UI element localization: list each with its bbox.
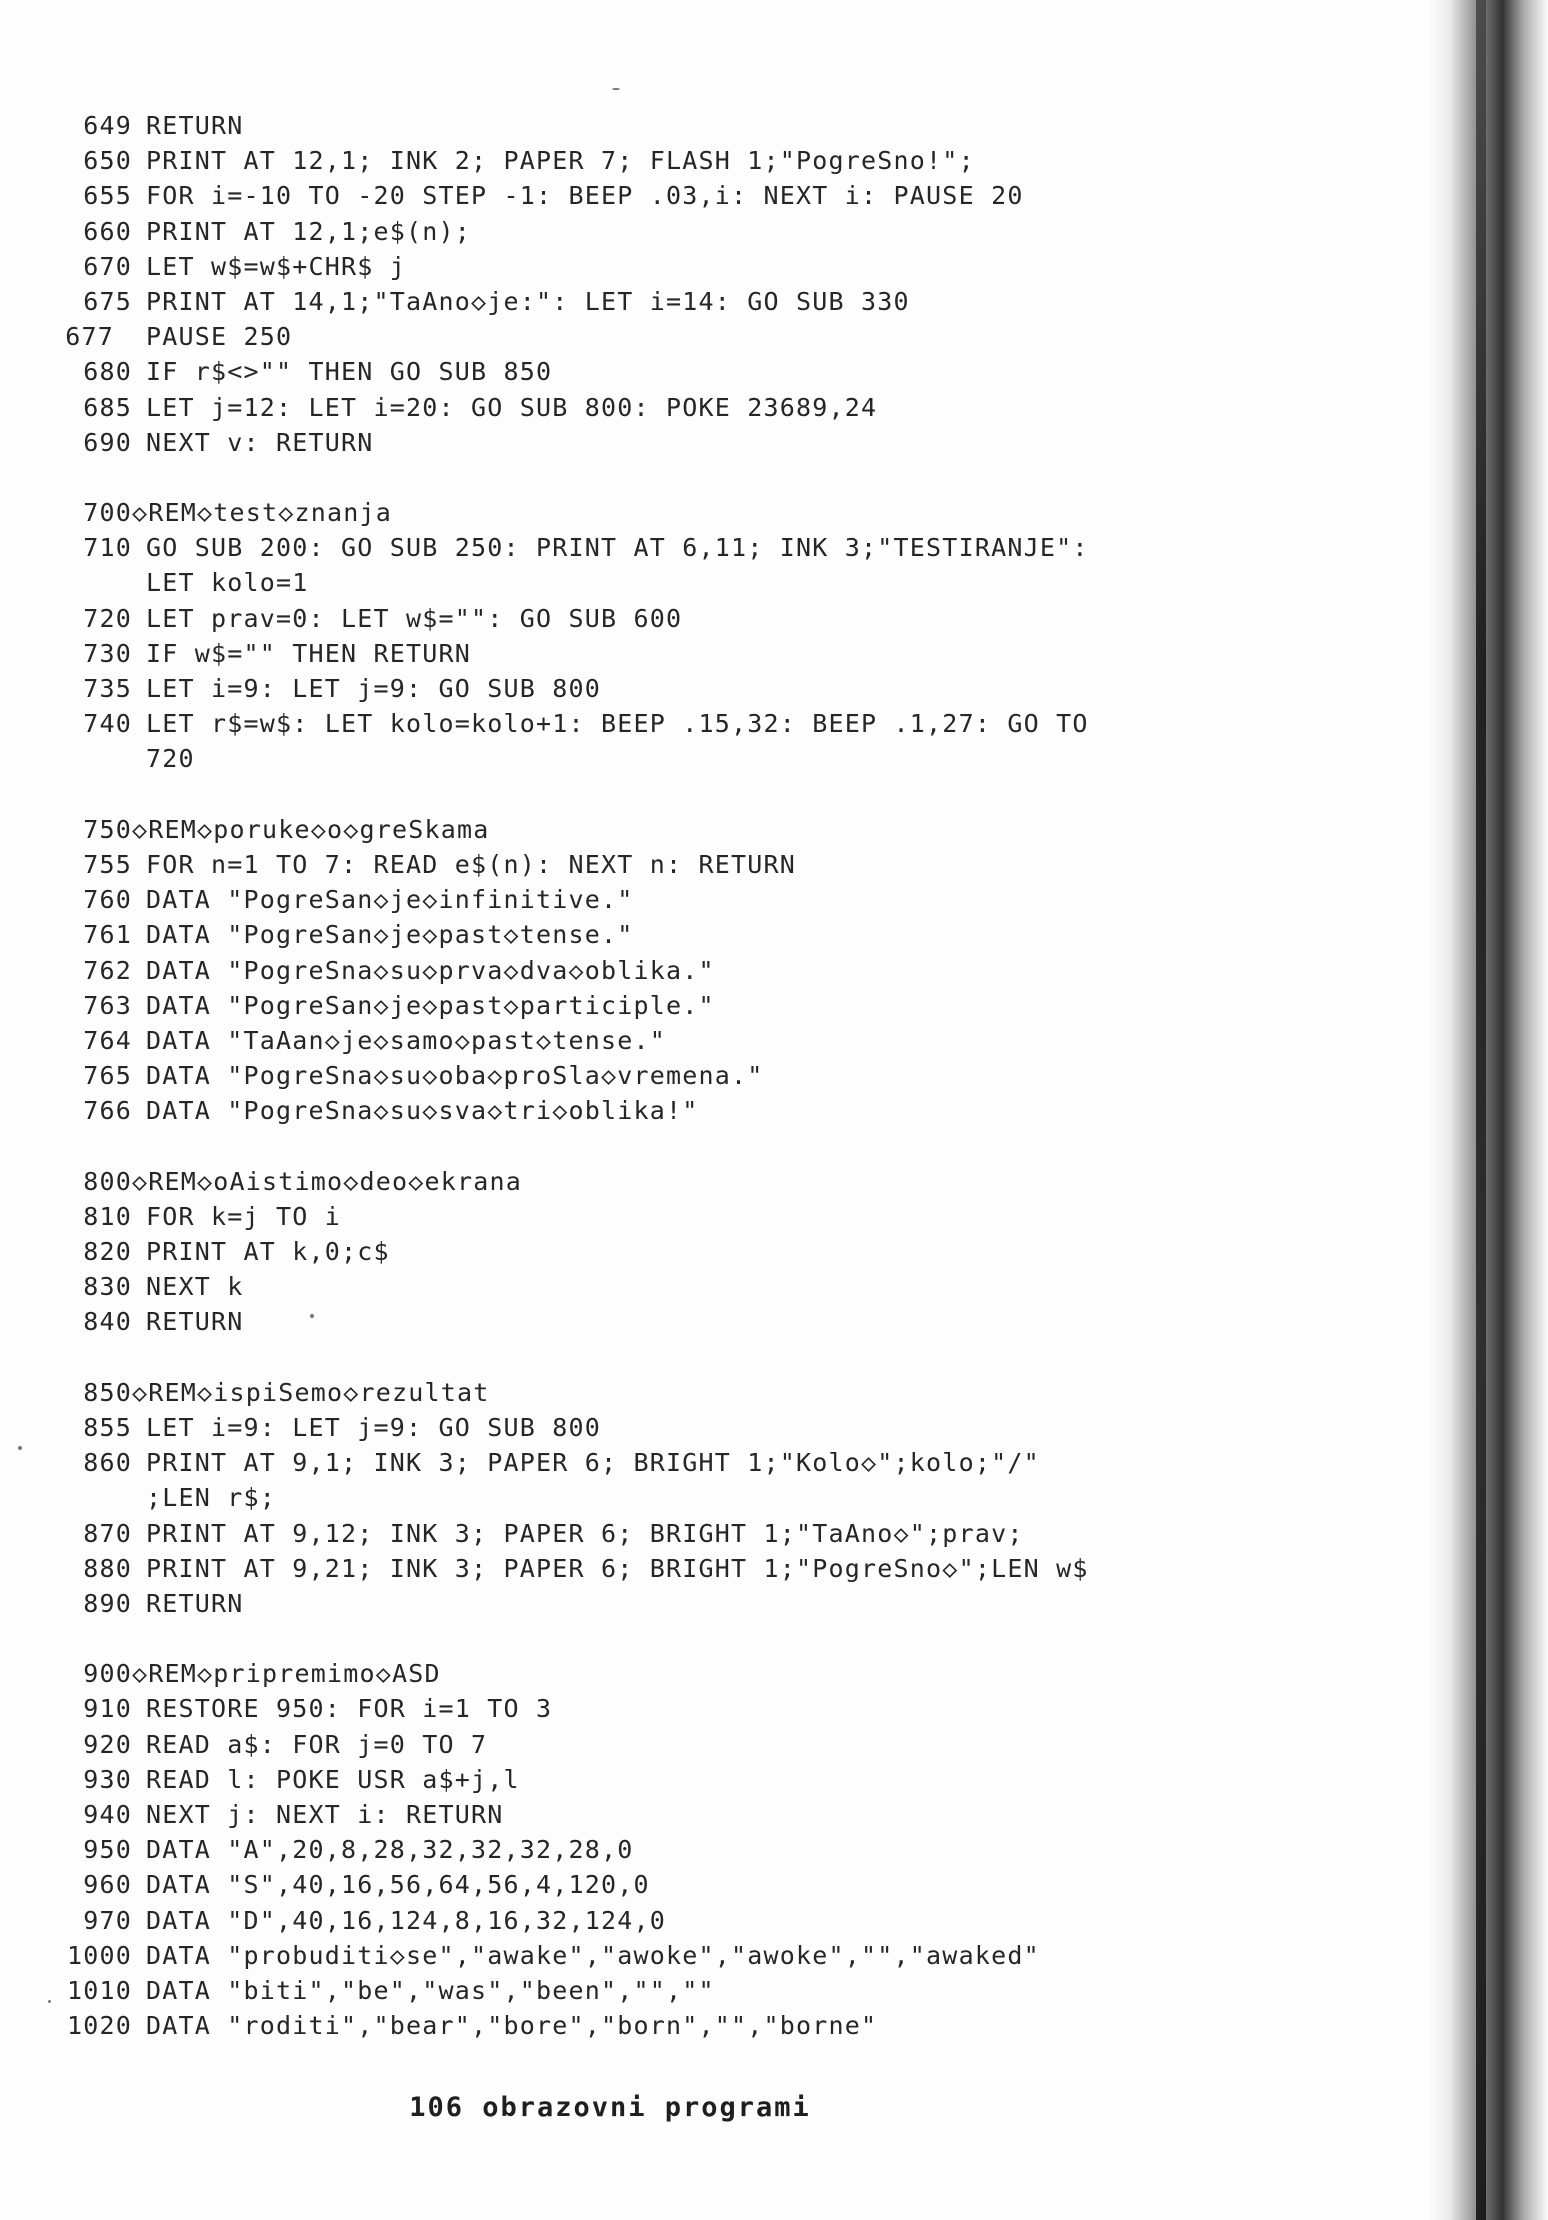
line-number: 649	[83, 111, 132, 140]
line-number: 870	[83, 1518, 132, 1548]
code-line	[58, 1903, 1398, 1938]
line-number: 940	[83, 1800, 132, 1829]
line-number: 675	[83, 286, 132, 316]
code-text: NEXT v: RETURN	[146, 427, 374, 457]
continuation-line	[58, 741, 1398, 776]
blank-line	[58, 1621, 1398, 1656]
code-line	[58, 953, 1398, 988]
code-text: LET prav=0: LET w$="": GO SUB 600	[146, 603, 683, 633]
code-line	[58, 495, 1398, 530]
line-number: 1020	[66, 2011, 132, 2041]
code-text: PRINT AT 12,1; INK 2; PAPER 7; FLASH 1;"PogreSno!";	[146, 146, 975, 176]
code-text: NEXT k	[146, 1272, 244, 1302]
code-line	[58, 636, 1398, 671]
code-text: ◇REM◇oAistimo◇deo◇ekrana	[132, 1166, 523, 1196]
code-text: LET r$=w$: LET kolo=kolo+1: BEEP .15,32: BEEP .1,27: GO TO	[146, 709, 1089, 739]
line-number: 1010	[66, 1975, 132, 2005]
code-line	[58, 249, 1398, 284]
line-number: 750	[83, 814, 132, 844]
line-number: 650	[83, 146, 132, 176]
scan-speck	[612, 88, 620, 90]
line-number: 762	[83, 955, 132, 985]
code-line	[58, 1938, 1398, 1973]
basic-program-listing	[58, 108, 1398, 2043]
line-number: 820	[83, 1237, 132, 1266]
line-number: 810	[83, 1201, 132, 1231]
code-text: DATA "PogreSna◇su◇prva◇dva◇oblika."	[146, 955, 715, 985]
code-line	[58, 2008, 1398, 2043]
line-number: 677	[65, 322, 114, 352]
code-text: DATA "PogreSna◇su◇sva◇tri◇oblika!"	[146, 1096, 699, 1126]
code-text: PAUSE 250	[146, 322, 293, 352]
code-text: FOR i=-10 TO -20 STEP -1: BEEP .03,i: NEXT i: PAUSE 20	[146, 181, 1024, 211]
line-number: 855	[83, 1412, 132, 1442]
continuation-line	[58, 1480, 1398, 1515]
continuation-line	[58, 565, 1398, 600]
line-number: 1000	[66, 1940, 132, 1970]
code-text: DATA "D",40,16,124,8,16,32,124,0	[146, 1905, 667, 1935]
code-line	[58, 1269, 1398, 1304]
line-number: 720	[83, 603, 132, 633]
code-text: PRINT AT 9,12; INK 3; PAPER 6; BRIGHT 1;"TaAno◇";prav;	[146, 1518, 1024, 1548]
code-text: PRINT AT 9,1; INK 3; PAPER 6; BRIGHT 1;"Kolo◇";kolo;"/"	[146, 1448, 1040, 1478]
line-number: 755	[83, 849, 132, 879]
code-line	[58, 1058, 1398, 1093]
line-number: 930	[83, 1764, 132, 1794]
code-line	[58, 1797, 1398, 1832]
code-line	[58, 1164, 1398, 1199]
line-number: 680	[83, 357, 132, 387]
code-text: ◇REM◇ispiSemo◇rezultat	[132, 1377, 490, 1407]
code-line	[58, 1516, 1398, 1551]
code-line	[58, 1656, 1398, 1691]
line-number: 800	[83, 1166, 132, 1196]
code-line	[58, 1551, 1398, 1586]
line-number: 655	[83, 181, 132, 211]
code-text: FOR k=j TO i	[146, 1201, 342, 1231]
line-number: 761	[83, 920, 132, 950]
code-line	[58, 1234, 1398, 1269]
code-text: LET kolo=1	[146, 568, 309, 598]
code-line	[58, 671, 1398, 706]
line-number: 840	[83, 1307, 132, 1337]
code-text: ;LEN r$;	[146, 1483, 277, 1513]
line-number: 710	[83, 533, 132, 563]
code-text: ◇REM◇poruke◇o◇greSkama	[132, 814, 490, 844]
line-number: 760	[83, 885, 132, 915]
code-line	[58, 354, 1398, 389]
code-line	[58, 706, 1398, 741]
code-text: DATA "TaAan◇je◇samo◇past◇tense."	[146, 1025, 667, 1055]
code-line	[58, 1410, 1398, 1445]
line-number: 700	[83, 498, 132, 528]
code-line	[58, 143, 1398, 178]
line-number: 920	[83, 1729, 132, 1759]
code-text: LET i=9: LET j=9: GO SUB 800	[146, 1412, 602, 1442]
scan-speck	[18, 1446, 22, 1450]
code-text: FOR n=1 TO 7: READ e$(n): NEXT n: RETURN	[146, 849, 797, 879]
code-line	[58, 178, 1398, 213]
code-line	[58, 284, 1398, 319]
code-text: 720	[146, 744, 195, 774]
line-number: 735	[83, 674, 132, 703]
code-text: RETURN	[146, 1588, 244, 1618]
code-text: DATA "probuditi◇se","awake","awoke","awoke","","awaked"	[146, 1940, 1040, 1970]
blank-line	[58, 1340, 1398, 1375]
book-spine-edge	[1476, 0, 1486, 2220]
blank-line	[58, 1128, 1398, 1163]
code-text: RETURN	[146, 1307, 244, 1337]
code-text: DATA "biti","be","was","been","",""	[146, 1975, 715, 2005]
code-line	[58, 1832, 1398, 1867]
line-number: 685	[83, 392, 132, 422]
code-line	[58, 882, 1398, 917]
code-line	[58, 214, 1398, 249]
code-text: READ a$: FOR j=0 TO 7	[146, 1729, 488, 1759]
line-number: 880	[83, 1553, 132, 1583]
line-number: 764	[83, 1025, 132, 1055]
page-footer: 106 obrazovni programi	[409, 2092, 811, 2123]
code-line	[58, 1586, 1398, 1621]
code-line	[58, 1867, 1398, 1902]
code-text: DATA "PogreSan◇je◇past◇tense."	[146, 920, 634, 950]
code-text: PRINT AT 9,21; INK 3; PAPER 6; BRIGHT 1;"PogreSno◇";LEN w$	[146, 1553, 1089, 1583]
line-number: 860	[83, 1448, 132, 1478]
code-line	[58, 988, 1398, 1023]
code-line	[58, 1304, 1398, 1339]
book-binding-shadow	[1428, 0, 1548, 2220]
code-text: DATA "PogreSan◇je◇past◇participle."	[146, 990, 715, 1020]
code-text: PRINT AT 14,1;"TaAno◇je:": LET i=14: GO SUB 330	[146, 286, 910, 316]
code-text: PRINT AT 12,1;e$(n);	[146, 216, 472, 246]
code-line	[58, 1727, 1398, 1762]
code-line	[58, 601, 1398, 636]
line-number: 763	[83, 990, 132, 1020]
code-line	[58, 1375, 1398, 1410]
line-number: 960	[83, 1870, 132, 1900]
code-line	[58, 390, 1398, 425]
code-text: GO SUB 200: GO SUB 250: PRINT AT 6,11; INK 3;"TESTIRANJE":	[146, 533, 1089, 563]
code-text: PRINT AT k,0;c$	[146, 1237, 390, 1266]
line-number: 910	[83, 1694, 132, 1724]
code-text: IF r$<>"" THEN GO SUB 850	[146, 357, 553, 387]
code-text: DATA "S",40,16,56,64,56,4,120,0	[146, 1870, 650, 1900]
code-text: RETURN	[146, 111, 244, 140]
line-number: 950	[83, 1835, 132, 1865]
line-number: 900	[83, 1659, 132, 1689]
line-number: 850	[83, 1377, 132, 1407]
code-line	[58, 917, 1398, 952]
code-text: DATA "roditi","bear","bore","born","","borne"	[146, 2011, 878, 2041]
code-text: DATA "PogreSna◇su◇oba◇proSla◇vremena."	[146, 1061, 764, 1091]
blank-line	[58, 777, 1398, 812]
code-text: DATA "PogreSan◇je◇infinitive."	[146, 885, 634, 915]
line-number: 765	[83, 1061, 132, 1091]
blank-line	[58, 460, 1398, 495]
line-number: 670	[83, 251, 132, 281]
line-number: 890	[83, 1588, 132, 1618]
line-number: 970	[83, 1905, 132, 1935]
code-text: ◇REM◇test◇znanja	[132, 498, 393, 528]
code-line	[58, 1762, 1398, 1797]
code-line	[58, 812, 1398, 847]
code-line	[58, 847, 1398, 882]
line-number: 730	[83, 638, 132, 668]
line-number: 830	[83, 1272, 132, 1302]
code-line	[58, 1093, 1398, 1128]
code-line	[58, 1023, 1398, 1058]
code-text: LET i=9: LET j=9: GO SUB 800	[146, 674, 602, 703]
code-text: IF w$="" THEN RETURN	[146, 638, 472, 668]
code-line	[58, 319, 1398, 354]
code-text: READ l: POKE USR a$+j,l	[146, 1764, 520, 1794]
line-number: 740	[83, 709, 132, 739]
line-number: 766	[83, 1096, 132, 1126]
line-number: 660	[83, 216, 132, 246]
scan-speck	[48, 2000, 51, 2003]
code-line	[58, 1691, 1398, 1726]
code-text: DATA "A",20,8,28,32,32,32,28,0	[146, 1835, 634, 1865]
code-line	[58, 425, 1398, 460]
code-text: NEXT j: NEXT i: RETURN	[146, 1800, 504, 1829]
code-text: LET w$=w$+CHR$ j	[146, 251, 407, 281]
line-number: 690	[83, 427, 132, 457]
code-text: ◇REM◇pripremimo◇ASD	[132, 1659, 441, 1689]
code-line	[58, 1199, 1398, 1234]
code-line	[58, 1445, 1398, 1480]
code-line	[58, 1973, 1398, 2008]
code-line	[58, 108, 1398, 143]
code-text: RESTORE 950: FOR i=1 TO 3	[146, 1694, 553, 1724]
code-line	[58, 530, 1398, 565]
code-text: LET j=12: LET i=20: GO SUB 800: POKE 23689,24	[146, 392, 878, 422]
